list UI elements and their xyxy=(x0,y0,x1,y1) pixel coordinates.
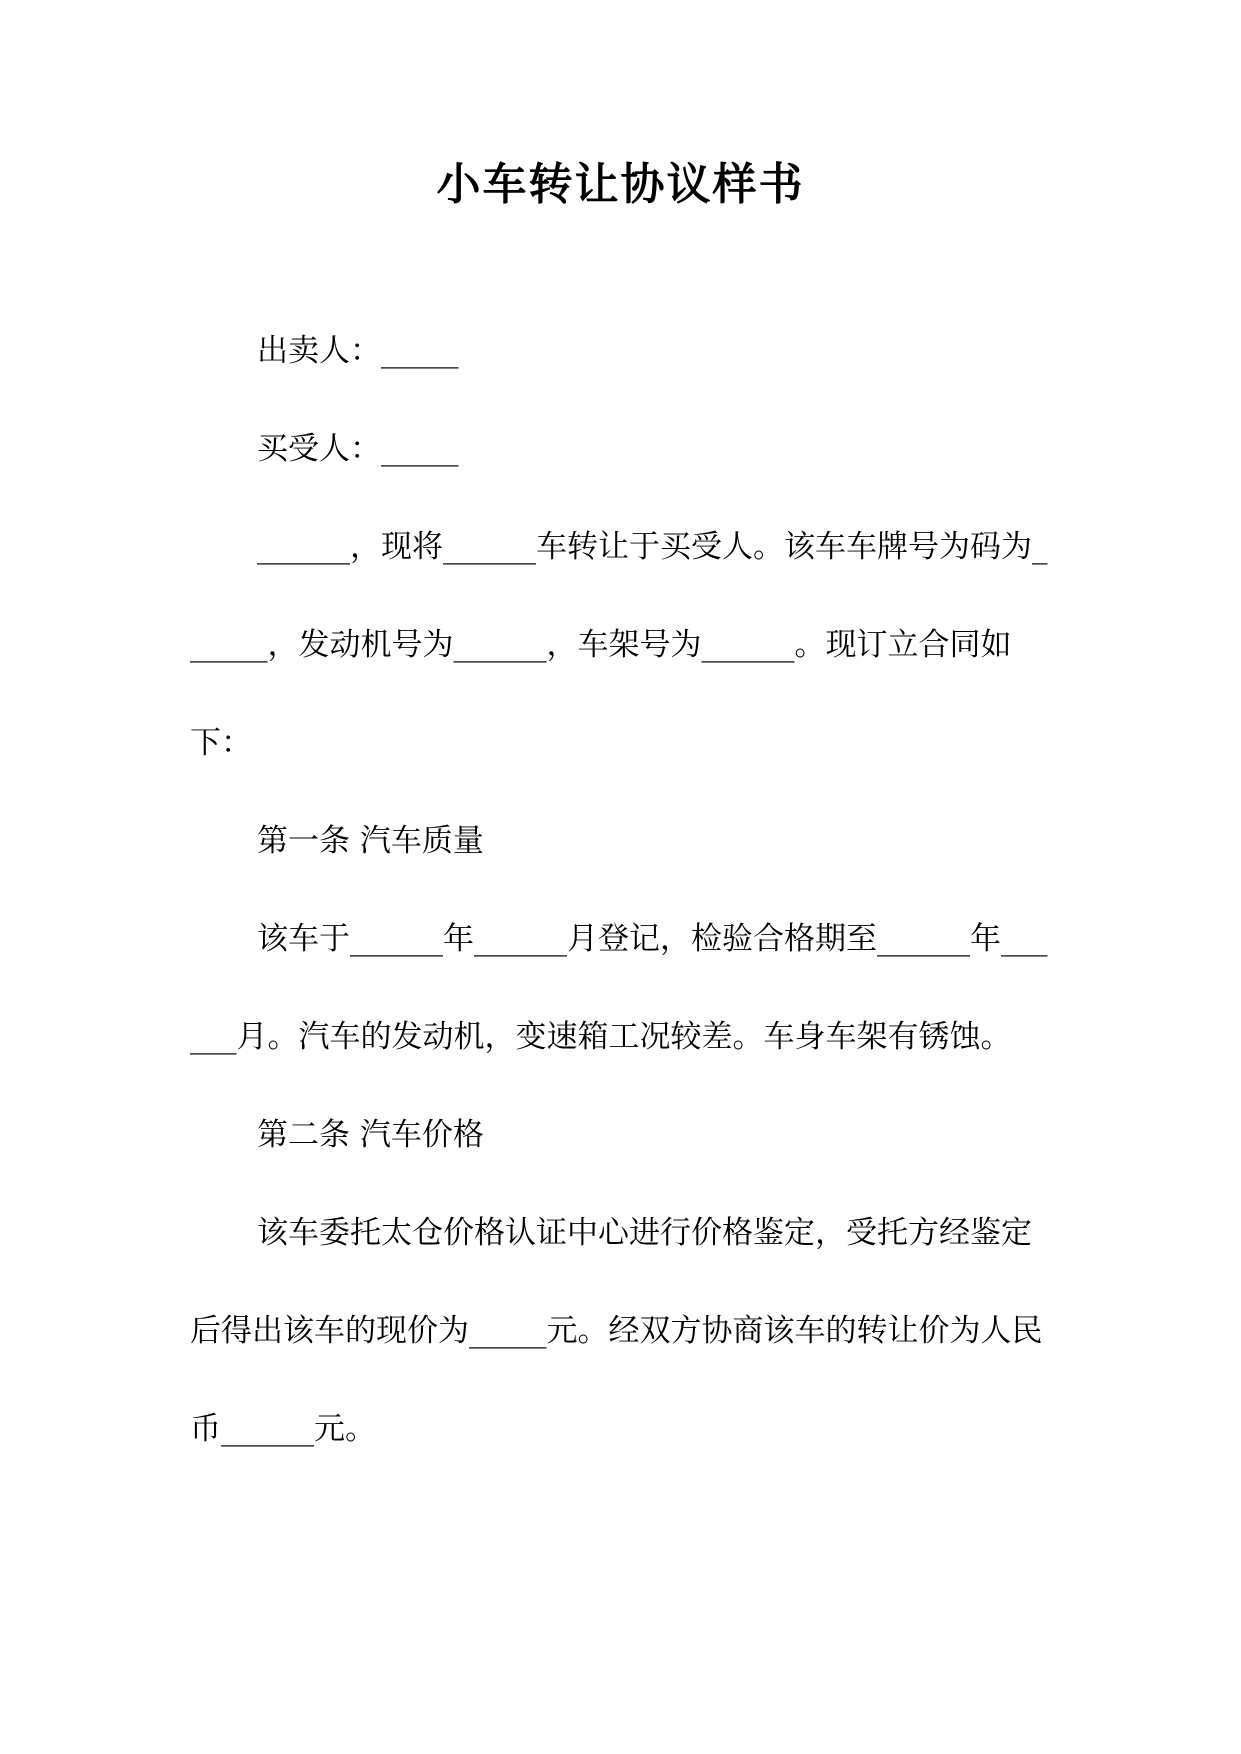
document-title: 小车转让协议样书 xyxy=(436,159,805,210)
seller-line: 出卖人：_____ xyxy=(257,333,459,369)
document-body xyxy=(190,302,1050,1478)
article-1-heading: 第一条 汽车质量 xyxy=(257,823,484,859)
buyer-line: 买受人：_____ xyxy=(257,431,459,467)
article-1-paragraph: 该车于______年______月登记，检验合格期至______年______月。汽车的发动机，变速箱工况较差。车身车架有锈蚀。 xyxy=(190,921,1048,1055)
article-2-heading: 第二条 汽车价格 xyxy=(257,1117,484,1153)
article-2-paragraph: 该车委托太仓价格认证中心进行价格鉴定，受托方经鉴定后得出该车的现价为_____元。经双方协商该车的转让价为人民币______元。 xyxy=(190,1215,1043,1447)
transfer-intro-paragraph: ______，现将______车转让于买受人。该车车牌号为码为______，发动机号为______，车架号为______。现订立合同如下： xyxy=(190,529,1048,761)
